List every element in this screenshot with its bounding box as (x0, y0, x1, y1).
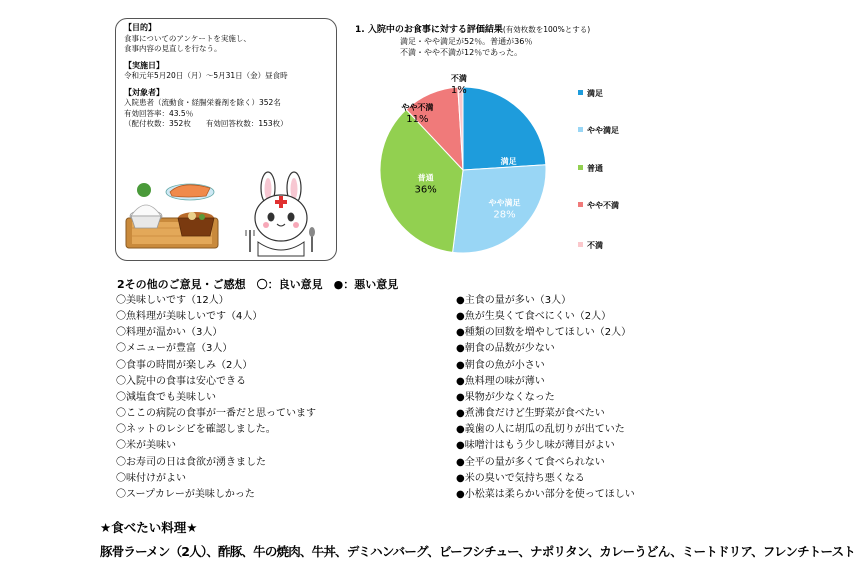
legend-label: 普通 (587, 164, 603, 173)
legend-item (578, 240, 603, 251)
chart-title-note: (有効枚数を100%とする) (502, 25, 591, 34)
date-line: 令和元年5月20日（月）～5月31日（金）昼食時 (124, 71, 288, 80)
pie-slice-value-3: 11% (406, 113, 429, 125)
pie-slice-value-1: 28% (493, 209, 516, 221)
bad-opinion-item: ●味噌汁はもう少し味が薄目がよい (456, 440, 615, 452)
legend-swatch (578, 127, 583, 132)
pie-slice-label-0: 満足 (500, 156, 517, 166)
good-opinion-item: 〇料理が温かい（3人） (116, 327, 223, 339)
date-heading: 【実施日】 (124, 60, 164, 70)
pie-slice-value-2: 36% (414, 184, 437, 196)
good-opinion-item: 〇メニューが豊富（3人） (116, 343, 233, 355)
chart-title-main: 1. 入院中のお食事に対する評価結果 (355, 25, 503, 35)
pie-slice-label-3: やや不満 (401, 102, 434, 112)
good-opinion-item: 〇魚料理が美味しいです（4人） (116, 311, 263, 323)
purpose-line-2: 食事内容の見直しを行なう。 (124, 44, 222, 53)
bad-opinion-item: ●米の臭いで気持ち悪くなる (456, 472, 585, 484)
good-opinions-list (116, 293, 316, 503)
rabbit-nurse-mascot (240, 172, 322, 256)
pie-slice-label-2: 普通 (417, 173, 434, 183)
target-heading: 【対象者】 (124, 87, 164, 97)
legend-swatch (578, 242, 583, 247)
bad-opinions-list (456, 293, 635, 503)
bad-opinion-item: ●小松菜は柔らかい部分を使ってほしい (456, 488, 635, 500)
pie-slice-value-4: 1% (450, 84, 467, 96)
bad-opinion-item: ●全平の量が多くて食べられない (456, 456, 605, 468)
good-opinion-item: 〇ここの病院の食事が一番だと思っています (116, 408, 316, 420)
good-opinion-item: 〇減塩食でも美味しい (116, 391, 216, 403)
satisfaction-pie-chart (360, 70, 600, 270)
bad-opinion-item: ●魚が生臭くて食べにくい（2人） (456, 311, 612, 323)
chart-title (355, 22, 590, 35)
wanted-dishes-list: 豚骨ラーメン（2人）、酢豚、牛の焼肉、牛丼、デミハンバーグ、ビーフシチュー、ナポリタン、カレーうどん、ミートドリア、フレンチトースト (100, 544, 855, 559)
meal-tray-illustration (122, 178, 222, 252)
bad-opinion-item: ●主食の量が多い（3人） (456, 295, 572, 306)
good-opinion-item: 〇入院中の食事は安心できる (116, 375, 246, 387)
good-opinion-item: 〇味付けがよい (116, 472, 186, 484)
target-line-2: 有効回答率：43.5％ (124, 108, 194, 118)
legend-label: 満足 (587, 89, 603, 98)
target-line-1: 入院患者（流動食・経腸栄養剤を除く）352名 (124, 98, 281, 107)
wanted-dishes-title: ★食べたい料理★ (100, 520, 198, 535)
bad-opinion-item: ●朝食の品数が少ない (456, 343, 555, 355)
legend-label: やや不満 (587, 201, 619, 210)
good-opinion-item: 〇お寿司の日は食欲が湧きました (116, 456, 266, 468)
legend-item (578, 88, 603, 99)
legend-swatch (578, 202, 583, 207)
chart-summary-line-2: 不満・やや不満が12％であった。 (400, 48, 523, 57)
legend-item (578, 200, 619, 211)
bad-opinion-item: ●朝食の魚が小さい (456, 359, 545, 371)
target-line-3: （配付枚数：352枚 有効回答枚数：153枚） (124, 119, 288, 128)
purpose-heading: 【目的】 (124, 23, 156, 32)
legend-label: 不満 (587, 241, 603, 250)
legend-label: やや満足 (587, 126, 619, 135)
pie-slice-label-4: 不満 (450, 73, 467, 83)
purpose-line-1: 食事についてのアンケートを実施し、 (124, 33, 251, 43)
bad-opinion-item: ●種類の回数を増やしてほしい（2人） (456, 327, 632, 339)
good-opinion-item: 〇ネットのレシピを確認しました。 (116, 424, 276, 436)
legend-swatch (578, 90, 583, 95)
opinions-title: 2その他のご意見・ご感想 〇：良い意見 ●：悪い意見 (117, 278, 399, 291)
good-opinion-item: 〇スープカレーが美味しかった (116, 488, 255, 500)
bad-opinion-item: ●煮沸食だけど生野菜が食べたい (456, 408, 605, 420)
chart-summary-line-1: 満足・やや満足が52％。普通が36％ (400, 37, 533, 46)
bad-opinion-item: ●魚料理の味が薄い (456, 375, 545, 387)
bad-opinion-item: ●果物が少なくなった (456, 391, 555, 403)
legend-swatch (578, 165, 583, 170)
legend-item (578, 125, 619, 136)
good-opinion-item: 〇食事の時間が楽しみ（2人） (116, 359, 253, 371)
good-opinion-item: 〇米が美味い (116, 440, 176, 452)
pie-slice-label-1: やや満足 (488, 198, 521, 208)
bad-opinion-item: ●義歯の人に胡瓜の乱切りが出ていた (456, 424, 625, 436)
legend-item (578, 163, 603, 174)
good-opinion-item: 〇美味しいです（12人） (116, 295, 229, 306)
